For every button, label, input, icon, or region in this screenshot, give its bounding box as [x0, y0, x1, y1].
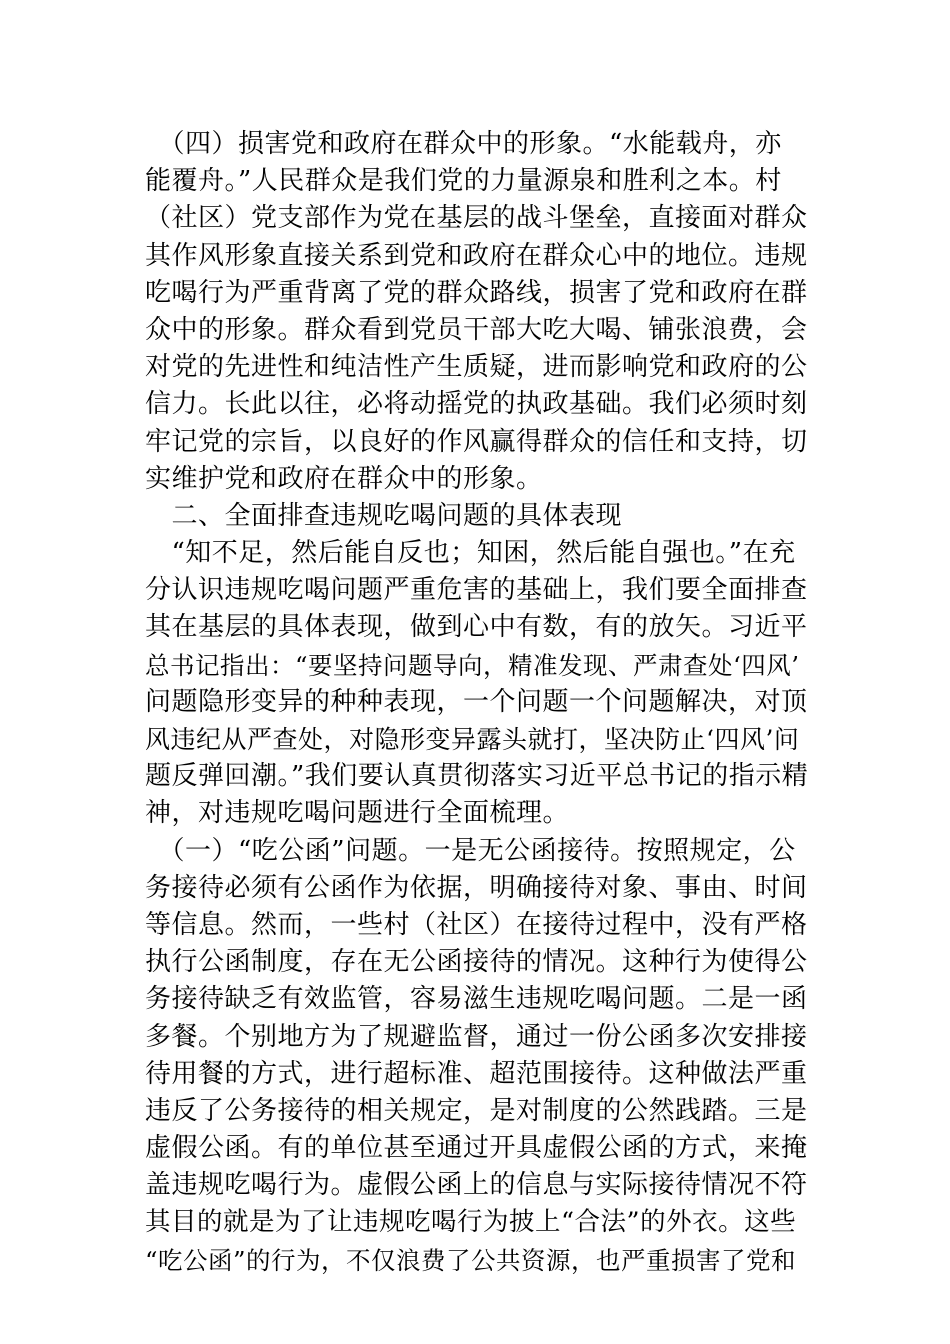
text-line: 务接待缺乏有效监管，容易滋生违规吃喝问题。二是一函	[145, 984, 808, 1015]
text-line: 众中的形象。群众看到党员干部大吃大喝、铺张浪费，会	[145, 314, 808, 345]
text-line: 题反弹回潮。”我们要认真贯彻落实习近平总书记的指示精	[145, 761, 809, 792]
text-line: 实维护党和政府在群众中的形象。	[145, 463, 543, 494]
text-line: 对党的先进性和纯洁性产生质疑，进而影响党和政府的公	[145, 352, 808, 383]
text-line: 盖违规吃喝行为。虚假公函上的信息与实际接待情况不符	[145, 1170, 808, 1201]
text-line: 多餐。个别地方为了规避监督，通过一份公函多次安排接	[145, 1021, 808, 1052]
text-line: 吃喝行为严重背离了党的群众路线，损害了党和政府在群	[145, 277, 808, 308]
text-line: 执行公函制度，存在无公函接待的情况。这种行为使得公	[145, 947, 808, 978]
text-line: 牢记党的宗旨，以良好的作风赢得群众的信任和支持，切	[145, 426, 808, 457]
text-line: 等信息。然而，一些村（社区）在接待过程中，没有严格	[145, 909, 808, 940]
text-line: （社区）党支部作为党在基层的战斗堡垒，直接面对群众	[145, 203, 808, 234]
text-line: 能覆舟。”人民群众是我们党的力量源泉和胜利之本。村	[145, 166, 782, 197]
text-line: 问题隐形变异的种种表现，一个问题一个问题解决，对顶	[145, 686, 808, 717]
text-line: 风违纪从严查处，对隐形变异露头就打，坚决防止‘四风’问	[145, 725, 800, 754]
text-line: 分认识违规吃喝问题严重危害的基础上，我们要全面排查	[145, 575, 808, 606]
text-line: “吃公函”的行为，不仅浪费了公共资源，也严重损害了党和	[145, 1245, 797, 1275]
text-line: 其作风形象直接关系到党和政府在群众心中的地位。违规	[145, 240, 808, 271]
text-line: 其目的就是为了让违规吃喝行为披上“合法”的外衣。这些	[145, 1207, 797, 1238]
section-heading: 二、全面排查违规吃喝问题的具体表现	[145, 500, 623, 531]
text-line: 其在基层的具体表现，做到心中有数，有的放矢。习近平	[145, 612, 808, 643]
text-line: 待用餐的方式，进行超标准、超范围接待。这种做法严重	[145, 1058, 808, 1089]
text-line: （一）“吃公函”问题。一是无公函接待。按照规定，公	[145, 835, 796, 866]
document-body	[145, 126, 808, 1279]
text-line: 务接待必须有公函作为依据，明确接待对象、事由、时间	[145, 872, 808, 903]
text-line: 神，对违规吃喝问题进行全面梳理。	[145, 798, 570, 829]
text-line: 虚假公函。有的单位甚至通过开具虚假公函的方式，来掩	[145, 1133, 808, 1164]
text-line: 总书记指出：“要坚持问题导向，精准发现、严肃查处‘四风’	[145, 650, 800, 680]
text-line: （四）损害党和政府在群众中的形象。“水能载舟，亦	[145, 129, 782, 159]
text-line: 违反了公务接待的相关规定，是对制度的公然践踏。三是	[145, 1095, 808, 1126]
text-line: “知不足，然后能自反也；知困，然后能自强也。”在充	[145, 538, 796, 569]
text-line: 信力。长此以往，必将动摇党的执政基础。我们必须时刻	[145, 389, 808, 420]
